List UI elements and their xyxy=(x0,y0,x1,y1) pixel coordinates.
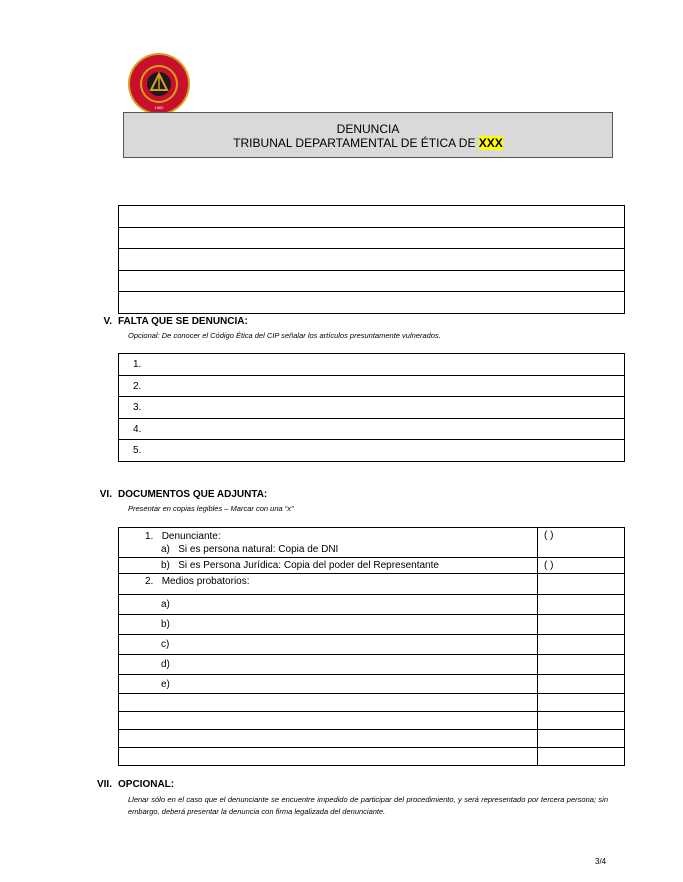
section-6-table xyxy=(118,527,625,766)
item-1b-letter: b) xyxy=(161,560,170,571)
checkbox-natural[interactable] xyxy=(538,528,625,558)
checkbox-cell[interactable] xyxy=(538,675,625,694)
list-item-number: 4. xyxy=(133,423,142,435)
item-1a-letter: a) xyxy=(161,543,170,555)
blank-row-5[interactable] xyxy=(119,292,625,314)
section-7-note: Llenar sólo en el caso que el denunciante se encuentre impedido de participar del procedimiento, y será representado por tercera persona; sin embargo, deberá presentar la denuncia con firma legalizada del denunciante. xyxy=(128,795,608,816)
list-item[interactable] xyxy=(119,397,625,419)
section-5-number: V. xyxy=(103,316,112,327)
checkbox-cell[interactable] xyxy=(538,574,625,595)
table-row[interactable] xyxy=(119,615,538,635)
list-item-number: 2. xyxy=(133,380,142,392)
document-subtitle xyxy=(124,136,612,150)
subtitle-placeholder-highlight: XXX xyxy=(478,136,503,150)
checkbox-cell[interactable] xyxy=(538,655,625,675)
item-2-label: Medios probatorios: xyxy=(161,576,250,587)
checkbox-cell[interactable] xyxy=(538,615,625,635)
blank-row-1[interactable] xyxy=(119,206,625,228)
table-row[interactable] xyxy=(119,748,538,766)
blank-table xyxy=(118,205,625,314)
table-row[interactable] xyxy=(119,655,538,675)
juridica-cell xyxy=(119,558,538,574)
checkbox-cell[interactable] xyxy=(538,730,625,748)
section-5-heading xyxy=(90,316,248,327)
subtitle-text: TRIBUNAL DEPARTAMENTAL DE ÉTICA DE xyxy=(233,136,479,150)
list-item-number: 3. xyxy=(133,402,142,413)
checkbox-cell[interactable] xyxy=(538,712,625,730)
section-6-title: DOCUMENTOS QUE ADJUNTA: xyxy=(118,489,268,500)
checkbox-mark-juridica: ( ) xyxy=(544,560,554,571)
table-row[interactable] xyxy=(119,635,538,655)
section-7-number: VII. xyxy=(96,779,112,790)
checkbox-cell[interactable] xyxy=(538,694,625,712)
list-item[interactable] xyxy=(119,354,625,376)
table-row[interactable] xyxy=(119,675,538,694)
row-letter: a) xyxy=(161,599,170,610)
page-number: 3/4 xyxy=(595,857,607,866)
item-1-number: 1. xyxy=(145,530,154,542)
item-1a-text: Si es persona natural: Copia de DNI xyxy=(178,543,339,555)
list-item[interactable] xyxy=(119,419,625,440)
checkbox-cell[interactable] xyxy=(538,635,625,655)
section-5-note: Opcional: De conocer el Código Ética del CIP señalar los artículos presuntamente vulnerados. xyxy=(128,331,441,340)
section-7-heading xyxy=(90,779,174,790)
section-7-title: OPCIONAL: xyxy=(118,779,175,790)
row-letter: e) xyxy=(161,678,170,690)
blank-row-3[interactable] xyxy=(119,249,625,271)
list-item-number: 5. xyxy=(133,445,142,456)
section-6-number: VI. xyxy=(99,489,112,500)
denunciante-cell xyxy=(119,528,538,558)
list-item-number: 1. xyxy=(133,359,142,370)
section-5-table xyxy=(118,353,625,462)
section-6-heading xyxy=(90,489,267,500)
document-title-box xyxy=(123,112,613,158)
organization-logo xyxy=(127,52,191,116)
section-5-title: FALTA QUE SE DENUNCIA: xyxy=(118,316,248,327)
checkbox-juridica[interactable] xyxy=(538,558,625,574)
table-row[interactable] xyxy=(119,694,538,712)
blank-row-4[interactable] xyxy=(119,271,625,292)
medios-cell xyxy=(119,574,538,595)
checkbox-cell[interactable] xyxy=(538,595,625,615)
row-letter: b) xyxy=(161,619,170,630)
section-6-note: Presentar en copias legibles – Marcar con una “x” xyxy=(128,504,294,513)
blank-row-2[interactable] xyxy=(119,228,625,249)
table-row[interactable] xyxy=(119,730,538,748)
document-title: DENUNCIA xyxy=(336,122,400,136)
list-item[interactable] xyxy=(119,440,625,462)
table-row[interactable] xyxy=(119,712,538,730)
checkbox-mark-natural: ( ) xyxy=(544,530,554,541)
item-2-number: 2. xyxy=(145,576,154,587)
table-row[interactable] xyxy=(119,595,538,615)
item-1-label: Denunciante: xyxy=(161,530,221,542)
row-letter: c) xyxy=(161,639,170,650)
list-item[interactable] xyxy=(119,376,625,397)
row-letter: d) xyxy=(161,659,170,670)
svg-text:1962: 1962 xyxy=(154,105,164,110)
item-1b-text: Si es Persona Jurídica: Copia del poder del Representante xyxy=(178,560,439,571)
checkbox-cell[interactable] xyxy=(538,748,625,766)
